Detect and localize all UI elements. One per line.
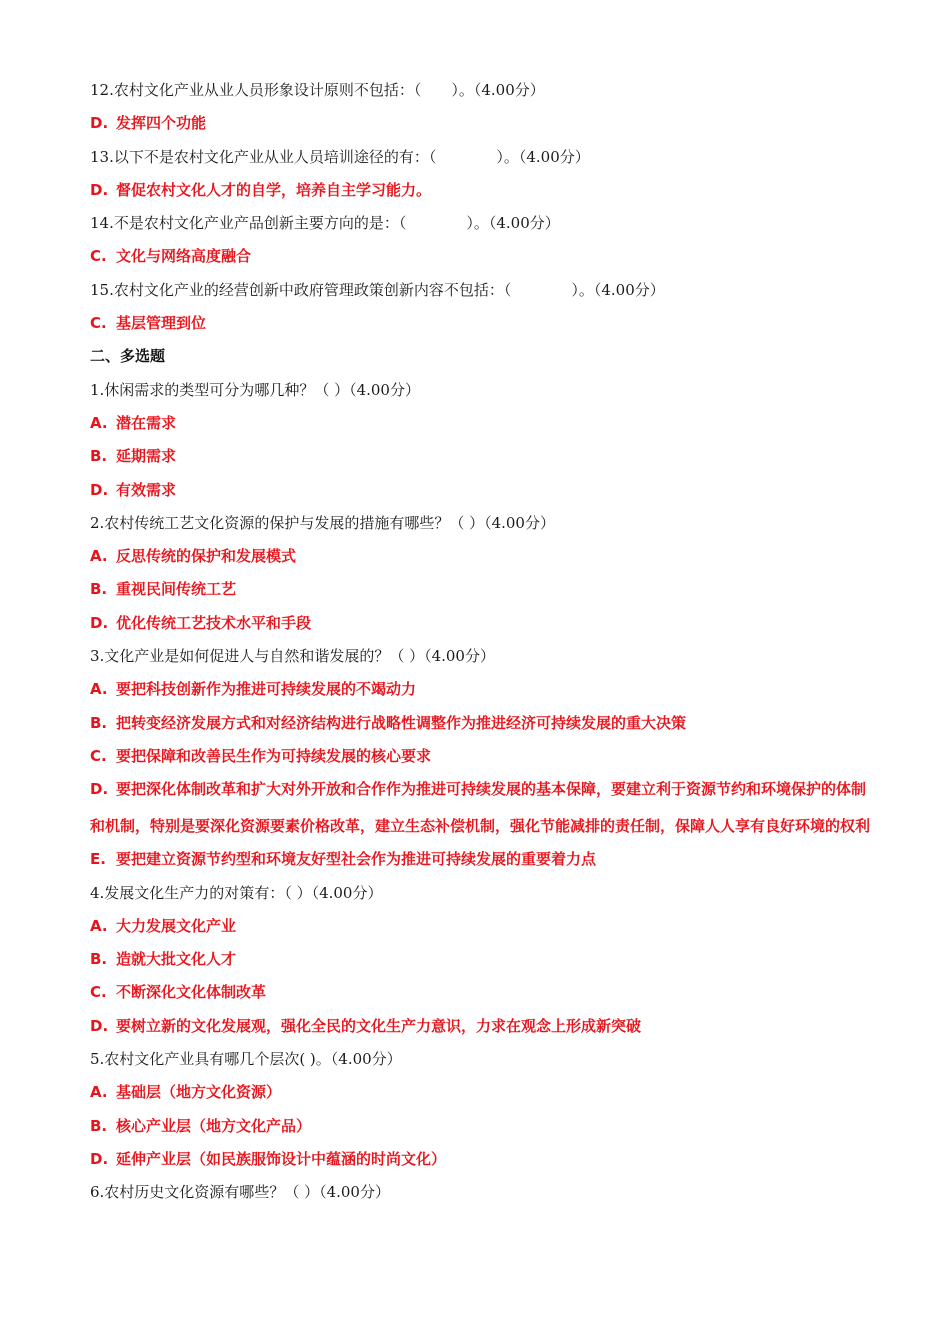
mc-question-2: 2.农村传统工艺文化资源的保护与发展的措施有哪些？（ ）（4.00分） xyxy=(90,513,555,532)
answer-12 xyxy=(90,107,880,140)
answer-letter: E. xyxy=(90,850,106,869)
answer-text: 发挥四个功能 xyxy=(116,114,207,133)
answer-letter: A. xyxy=(90,547,108,566)
question-14: 14.不是农村文化产业产品创新主要方向的是：（ ）。（4.00分） xyxy=(90,214,560,233)
mc-answer xyxy=(90,771,880,845)
answer-letter: A. xyxy=(90,916,108,935)
mc-answer xyxy=(90,740,880,773)
mc-question-1: 1.休闲需求的类型可分为哪几种？（ ）（4.00分） xyxy=(90,380,420,399)
answer-letter: D. xyxy=(90,114,109,133)
question-15: 15.农村文化产业的经营创新中政府管理政策创新内容不包括：（ ）。（4.00分） xyxy=(90,280,665,299)
answer-text: 要把建立资源节约型和环境友好型社会作为推进可持续发展的重要着力点 xyxy=(116,850,597,869)
document-page xyxy=(90,74,880,1210)
answer-text: 反思传统的保护和发展模式 xyxy=(116,547,297,566)
answer-letter: D. xyxy=(90,1016,109,1035)
mc-answer xyxy=(90,707,880,740)
answer-letter: B. xyxy=(90,447,108,466)
answer-letter: B. xyxy=(90,1116,108,1135)
answer-text: 造就大批文化人才 xyxy=(116,950,237,969)
answer-letter: C. xyxy=(90,247,107,266)
mc-answer xyxy=(90,910,880,943)
answer-letter: B. xyxy=(90,580,108,599)
answer-text: 基础层（地方文化资源） xyxy=(116,1083,282,1102)
answer-text: 延期需求 xyxy=(116,447,177,466)
mc-answer xyxy=(90,976,880,1009)
answer-text: 要把深化体制改革和扩大对外开放和合作作为推进可持续发展的基本保障，要建立利于资源节约和环境保护的体制和机制，特别是要深化资源要素价格改革，建立生态补偿机制，强化节能减排的责任制，保障人人享有良好环境的权利 xyxy=(90,780,871,836)
mc-answer xyxy=(90,843,880,876)
answer-text: 要树立新的文化发展观，强化全民的文化生产力意识，力求在观念上形成新突破 xyxy=(116,1016,642,1035)
mc-answer xyxy=(90,1010,880,1043)
answer-text: 延伸产业层（如民族服饰设计中蕴涵的时尚文化） xyxy=(116,1149,447,1168)
mc-question-3: 3.文化产业是如何促进人与自然和谐发展的？（ ）（4.00分） xyxy=(90,647,495,666)
answer-text: 把转变经济发展方式和对经济结构进行战略性调整作为推进经济可持续发展的重大决策 xyxy=(116,713,687,732)
answer-text: 核心产业层（地方文化产品） xyxy=(116,1116,312,1135)
answer-letter: C. xyxy=(90,983,107,1002)
answer-text: 基层管理到位 xyxy=(116,314,207,333)
answer-letter: C. xyxy=(90,746,107,765)
answer-letter: A. xyxy=(90,413,108,432)
answer-text: 有效需求 xyxy=(116,480,177,499)
answer-13 xyxy=(90,174,880,207)
mc-answer xyxy=(90,573,880,606)
answer-text: 督促农村文化人才的自学，培养自主学习能力。 xyxy=(116,180,432,199)
section-title: 二、多选题 xyxy=(90,347,166,366)
mc-question-4: 4.发展文化生产力的对策有：（ ）（4.00分） xyxy=(90,883,383,902)
answer-letter: A. xyxy=(90,1083,108,1102)
mc-answer xyxy=(90,607,880,640)
answer-letter: D. xyxy=(90,780,109,799)
mc-answer xyxy=(90,1110,880,1143)
answer-14 xyxy=(90,240,880,273)
answer-text: 要把保障和改善民生作为可持续发展的核心要求 xyxy=(116,746,432,765)
mc-answer xyxy=(90,1076,880,1109)
answer-text: 文化与网络高度融合 xyxy=(116,247,252,266)
mc-question-5: 5.农村文化产业具有哪几个层次( )。（4.00分） xyxy=(90,1050,402,1069)
question-12: 12.农村文化产业从业人员形象设计原则不包括：（ ）。（4.00分） xyxy=(90,81,545,99)
mc-answer xyxy=(90,540,880,573)
answer-letter: D. xyxy=(90,180,109,199)
answer-letter: D. xyxy=(90,1149,109,1168)
answer-text: 要把科技创新作为推进可持续发展的不竭动力 xyxy=(116,680,417,699)
answer-text: 重视民间传统工艺 xyxy=(116,580,237,599)
question-13: 13.以下不是农村文化产业从业人员培训途径的有：（ ）。（4.00分） xyxy=(90,147,590,166)
answer-text: 优化传统工艺技术水平和手段 xyxy=(116,613,312,632)
answer-letter: B. xyxy=(90,713,108,732)
answer-15 xyxy=(90,307,880,340)
mc-answer xyxy=(90,440,880,473)
answer-text: 不断深化文化体制改革 xyxy=(116,983,267,1002)
mc-answer xyxy=(90,943,880,976)
mc-question-6: 6.农村历史文化资源有哪些？（ ）（4.00分） xyxy=(90,1183,390,1202)
answer-letter: A. xyxy=(90,680,108,699)
answer-letter: D. xyxy=(90,613,109,632)
answer-letter: C. xyxy=(90,314,107,333)
answer-text: 大力发展文化产业 xyxy=(116,916,237,935)
answer-letter: D. xyxy=(90,480,109,499)
mc-answer xyxy=(90,1143,880,1176)
answer-letter: B. xyxy=(90,950,108,969)
mc-answer xyxy=(90,673,880,706)
answer-text: 潜在需求 xyxy=(116,413,177,432)
mc-answer xyxy=(90,407,880,440)
mc-answer xyxy=(90,474,880,507)
